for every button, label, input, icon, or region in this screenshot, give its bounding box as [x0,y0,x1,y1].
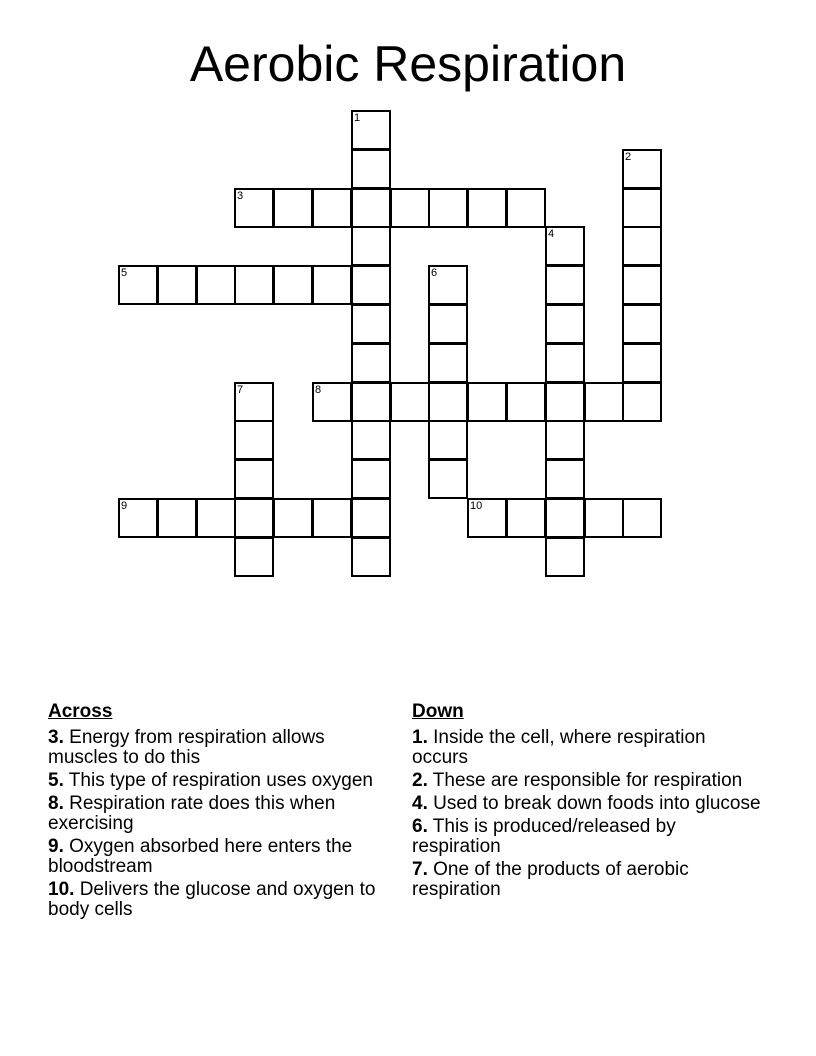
cell-number: 10 [470,500,483,512]
grid-cell[interactable] [351,149,391,189]
grid-cell[interactable] [234,420,274,460]
grid-cell[interactable] [545,265,585,305]
grid-cell[interactable] [622,343,662,383]
grid-cell[interactable] [622,382,662,422]
grid-cell[interactable] [157,265,197,305]
grid-cell[interactable] [506,498,546,538]
grid-cell[interactable] [118,498,158,538]
grid-cell[interactable] [467,188,507,228]
grid-cell[interactable] [545,343,585,383]
grid-cell[interactable] [428,265,468,305]
grid-cell[interactable] [312,265,352,305]
clue-number: 4. [412,793,428,814]
grid-cell[interactable] [545,382,585,422]
grid-cell[interactable] [622,498,662,538]
grid-cell[interactable] [545,537,585,577]
grid-cell[interactable] [390,382,430,422]
grid-cell[interactable] [351,420,391,460]
across-clue [48,837,398,877]
grid-cell[interactable] [118,265,158,305]
cell-number: 1 [354,112,361,124]
grid-cell[interactable] [351,226,391,266]
grid-cell[interactable] [273,188,313,228]
clue-text: These are responsible for respiration [432,770,743,791]
clue-number: 5. [48,770,64,791]
clue-text: Inside the cell, where respiration occurs [412,727,706,768]
grid-cell[interactable] [467,498,507,538]
clue-number: 8. [48,793,64,814]
grid-cell[interactable] [351,265,391,305]
grid-cell[interactable] [545,420,585,460]
cell-number: 4 [548,228,555,240]
grid-cell[interactable] [234,188,274,228]
grid-cell[interactable] [234,265,274,305]
clue-text: This is produced/released by respiration [412,816,676,857]
grid-cell[interactable] [467,382,507,422]
clue-text: Respiration rate does this when exercising [48,793,336,834]
grid-cell[interactable] [428,420,468,460]
cell-number: 9 [121,500,128,512]
cell-number: 5 [121,267,128,279]
clue-text: This type of respiration uses oxygen [68,770,373,791]
grid-cell[interactable] [351,537,391,577]
grid-cell[interactable] [622,265,662,305]
grid-cell[interactable] [273,498,313,538]
grid-cell[interactable] [622,304,662,344]
grid-cell[interactable] [584,498,624,538]
grid-cell[interactable] [234,537,274,577]
grid-cell[interactable] [234,498,274,538]
grid-cell[interactable] [234,459,274,499]
grid-cell[interactable] [234,382,274,422]
grid-cell[interactable] [351,459,391,499]
grid-cell[interactable] [545,498,585,538]
clue-number: 9. [48,836,64,857]
cell-number: 3 [237,190,244,202]
grid-cell[interactable] [506,382,546,422]
cell-number: 7 [237,384,244,396]
grid-cell[interactable] [312,382,352,422]
grid-cell[interactable] [622,188,662,228]
grid-cell[interactable] [351,343,391,383]
clue-number: 3. [48,727,64,748]
grid-cell[interactable] [428,382,468,422]
down-clue [412,860,762,900]
cell-number: 8 [315,384,322,396]
across-clue [48,794,398,834]
grid-cell[interactable] [351,382,391,422]
grid-cell[interactable] [273,265,313,305]
clue-text: Used to break down foods into glucose [433,793,761,814]
grid-cell[interactable] [545,304,585,344]
across-heading: Across [48,701,113,722]
across-clue [48,880,398,920]
clue-number: 2. [412,770,428,791]
grid-cell[interactable] [351,498,391,538]
clue-number: 7. [412,859,428,880]
clue-text: Delivers the glucose and oxygen to body cells [48,879,376,920]
grid-cell[interactable] [545,226,585,266]
clue-text: Energy from respiration allows muscles to do this [48,727,325,768]
grid-cell[interactable] [545,459,585,499]
grid-cell[interactable] [506,188,546,228]
grid-cell[interactable] [428,304,468,344]
grid-cell[interactable] [428,343,468,383]
across-clue [48,771,398,791]
down-clue [412,817,762,857]
down-clues [412,700,762,903]
cell-number: 6 [431,267,438,279]
across-clues [48,700,398,923]
grid-cell[interactable] [312,498,352,538]
grid-cell[interactable] [622,226,662,266]
puzzle-title: Aerobic Respiration [189,36,627,92]
grid-cell[interactable] [428,188,468,228]
grid-cell[interactable] [428,459,468,499]
down-heading: Down [412,701,464,722]
grid-cell[interactable] [390,188,430,228]
clue-text: Oxygen absorbed here enters the bloodstream [48,836,353,877]
clue-number: 6. [412,816,428,837]
grid-cell[interactable] [351,304,391,344]
grid-cell[interactable] [584,382,624,422]
down-clue [412,794,762,814]
grid-cell[interactable] [196,265,236,305]
grid-cell[interactable] [196,498,236,538]
clue-number: 10. [48,879,75,900]
grid-cell[interactable] [157,498,197,538]
clue-text: One of the products of aerobic respiration [412,859,689,900]
clue-number: 1. [412,727,428,748]
down-clue [412,771,762,791]
down-clue [412,728,762,768]
grid-cell[interactable] [351,110,391,150]
across-clue [48,728,398,768]
grid-cell[interactable] [312,188,352,228]
grid-cell[interactable] [351,188,391,228]
grid-cell[interactable] [622,149,662,189]
cell-number: 2 [625,151,632,163]
